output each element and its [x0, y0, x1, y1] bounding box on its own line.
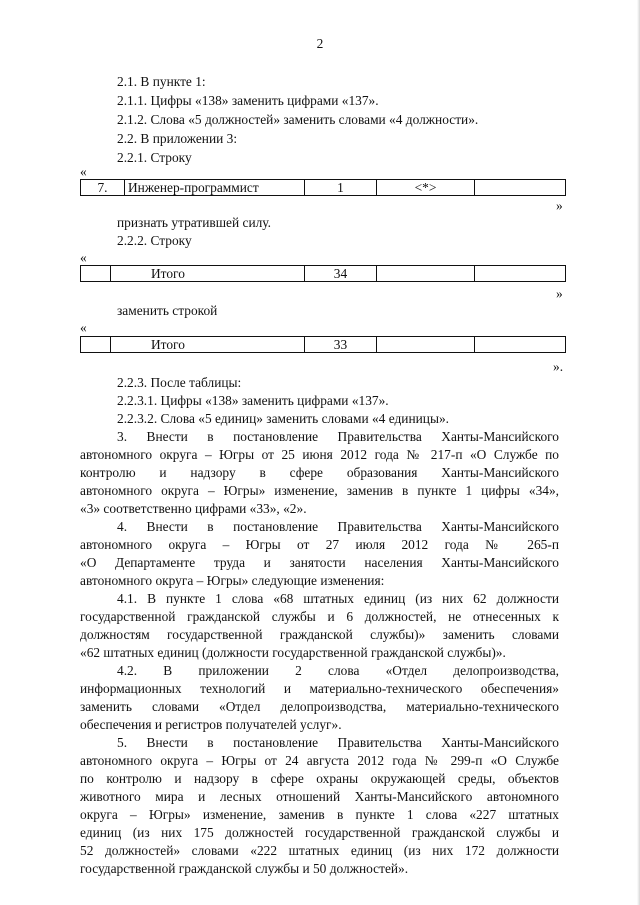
- table-cell: 34: [305, 266, 377, 281]
- quote-close-1: »: [556, 198, 563, 213]
- item-2-2-3-1: 2.2.3.1. Цифры «138» заменить цифрами «137».: [117, 393, 389, 408]
- para-4-1-line: «62 штатных единиц (должности государственной гражданской службы)».: [80, 645, 506, 660]
- quote-open-2: «: [80, 250, 87, 265]
- table-cell: [81, 337, 111, 352]
- quote-close-2: »: [556, 286, 563, 301]
- table-row-3: [80, 336, 566, 353]
- para-3-line: контролю и надзору в сфере образования Ханты-Мансийского: [80, 465, 559, 480]
- para-3-line: «3» соответственно цифрами «33», «2».: [80, 501, 307, 516]
- para-5-line: животного мира и лесных отношений Ханты-Мансийского автономного: [80, 789, 559, 804]
- para-4-1-line: государственной гражданской службы и 6 должностей, не отнесенных к: [80, 609, 559, 624]
- quote-open-3: «: [80, 320, 87, 335]
- table-cell: Инженер-программист: [125, 180, 305, 195]
- para-5-line: 52 должностей» словами «222 штатных единиц (из них 172 должности: [80, 843, 559, 858]
- para-4-line: 4. Внести в постановление Правительства Ханты-Мансийского: [117, 519, 559, 534]
- para-4-2-line: 4.2. В приложении 2 слова «Отдел делопроизводства,: [117, 663, 559, 678]
- table-cell: Итого: [111, 337, 305, 352]
- para-3-line: автономного округа – Югры» изменение, заменив в пункте 1 цифры «34»,: [80, 483, 559, 498]
- item-2-1-2: 2.1.2. Слова «5 должностей» заменить словами «4 должности».: [117, 112, 479, 127]
- table-cell: 33: [305, 337, 377, 352]
- quote-open-1: «: [80, 164, 87, 179]
- item-2-2-1: 2.2.1. Строку: [117, 150, 192, 165]
- para-4-2-line: информационных технологий и материально-технического обеспечения»: [80, 681, 559, 696]
- para-5-line: округа – Югры» изменение, заменив в пункте 1 слова «227 штатных: [80, 807, 559, 822]
- para-4-line: автономного округа – Югры» следующие изменения:: [80, 573, 385, 588]
- table-cell: <*>: [377, 180, 475, 195]
- page-number: 2: [316, 36, 324, 51]
- para-5-line: государственной гражданской службы и 50 должностей».: [80, 861, 409, 876]
- para-5-line: 5. Внести в постановление Правительства Ханты-Мансийского: [117, 735, 559, 750]
- para-4-2-line: обеспечения и регистров получателей услуг».: [80, 717, 342, 732]
- para-3-line: 3. Внести в постановление Правительства Ханты-Мансийского: [117, 429, 559, 444]
- para-3-line: автономного округа – Югры от 25 июня 2012 года № 217-п «О Службе по: [80, 447, 559, 462]
- item-2-1: 2.1. В пункте 1:: [117, 74, 206, 89]
- para-5-line: по контролю и надзору в сфере охраны окружающей среды, объектов: [80, 771, 559, 786]
- para-4-1-line: 4.1. В пункте 1 слова «68 штатных единиц (из них 62 должности: [117, 591, 559, 606]
- table-cell: [475, 337, 565, 352]
- item-2-2-3-2: 2.2.3.2. Слова «5 единиц» заменить словами «4 единицы».: [117, 411, 449, 426]
- item-2-2: 2.2. В приложении 3:: [117, 131, 238, 146]
- item-2-1-1: 2.1.1. Цифры «138» заменить цифрами «137».: [117, 93, 379, 108]
- table-row-2: [80, 265, 566, 282]
- table-cell: [377, 337, 475, 352]
- table-cell: [475, 180, 565, 195]
- table-row-1: [80, 179, 566, 196]
- para-5-line: единиц (из них 175 должностей государственной гражданской службы и: [80, 825, 559, 840]
- table-cell: Итого: [111, 266, 305, 281]
- invalidate-text: признать утратившей силу.: [117, 215, 271, 230]
- item-2-2-3: 2.2.3. После таблицы:: [117, 375, 242, 390]
- para-4-1-line: должностям государственной гражданской службы)» заменить словами: [80, 627, 559, 642]
- table-cell: 7.: [81, 180, 125, 195]
- para-4-2-line: заменить словами «Отдел делопроизводства, материально-технического: [80, 699, 559, 714]
- table-cell: 1: [305, 180, 377, 195]
- table-cell: [377, 266, 475, 281]
- quote-close-3: ».: [553, 359, 564, 374]
- replace-with-row: заменить строкой: [117, 303, 218, 318]
- para-4-line: автономного округа – Югры от 27 июля 2012 года № 265-п: [80, 537, 559, 552]
- para-4-line: «О Департаменте труда и занятости населения Ханты-Мансийского: [80, 555, 559, 570]
- para-5-line: автономного округа – Югры от 24 августа 2012 года № 299-п «О Службе: [80, 753, 559, 768]
- table-cell: [475, 266, 565, 281]
- table-cell: [81, 266, 111, 281]
- item-2-2-2: 2.2.2. Строку: [117, 233, 192, 248]
